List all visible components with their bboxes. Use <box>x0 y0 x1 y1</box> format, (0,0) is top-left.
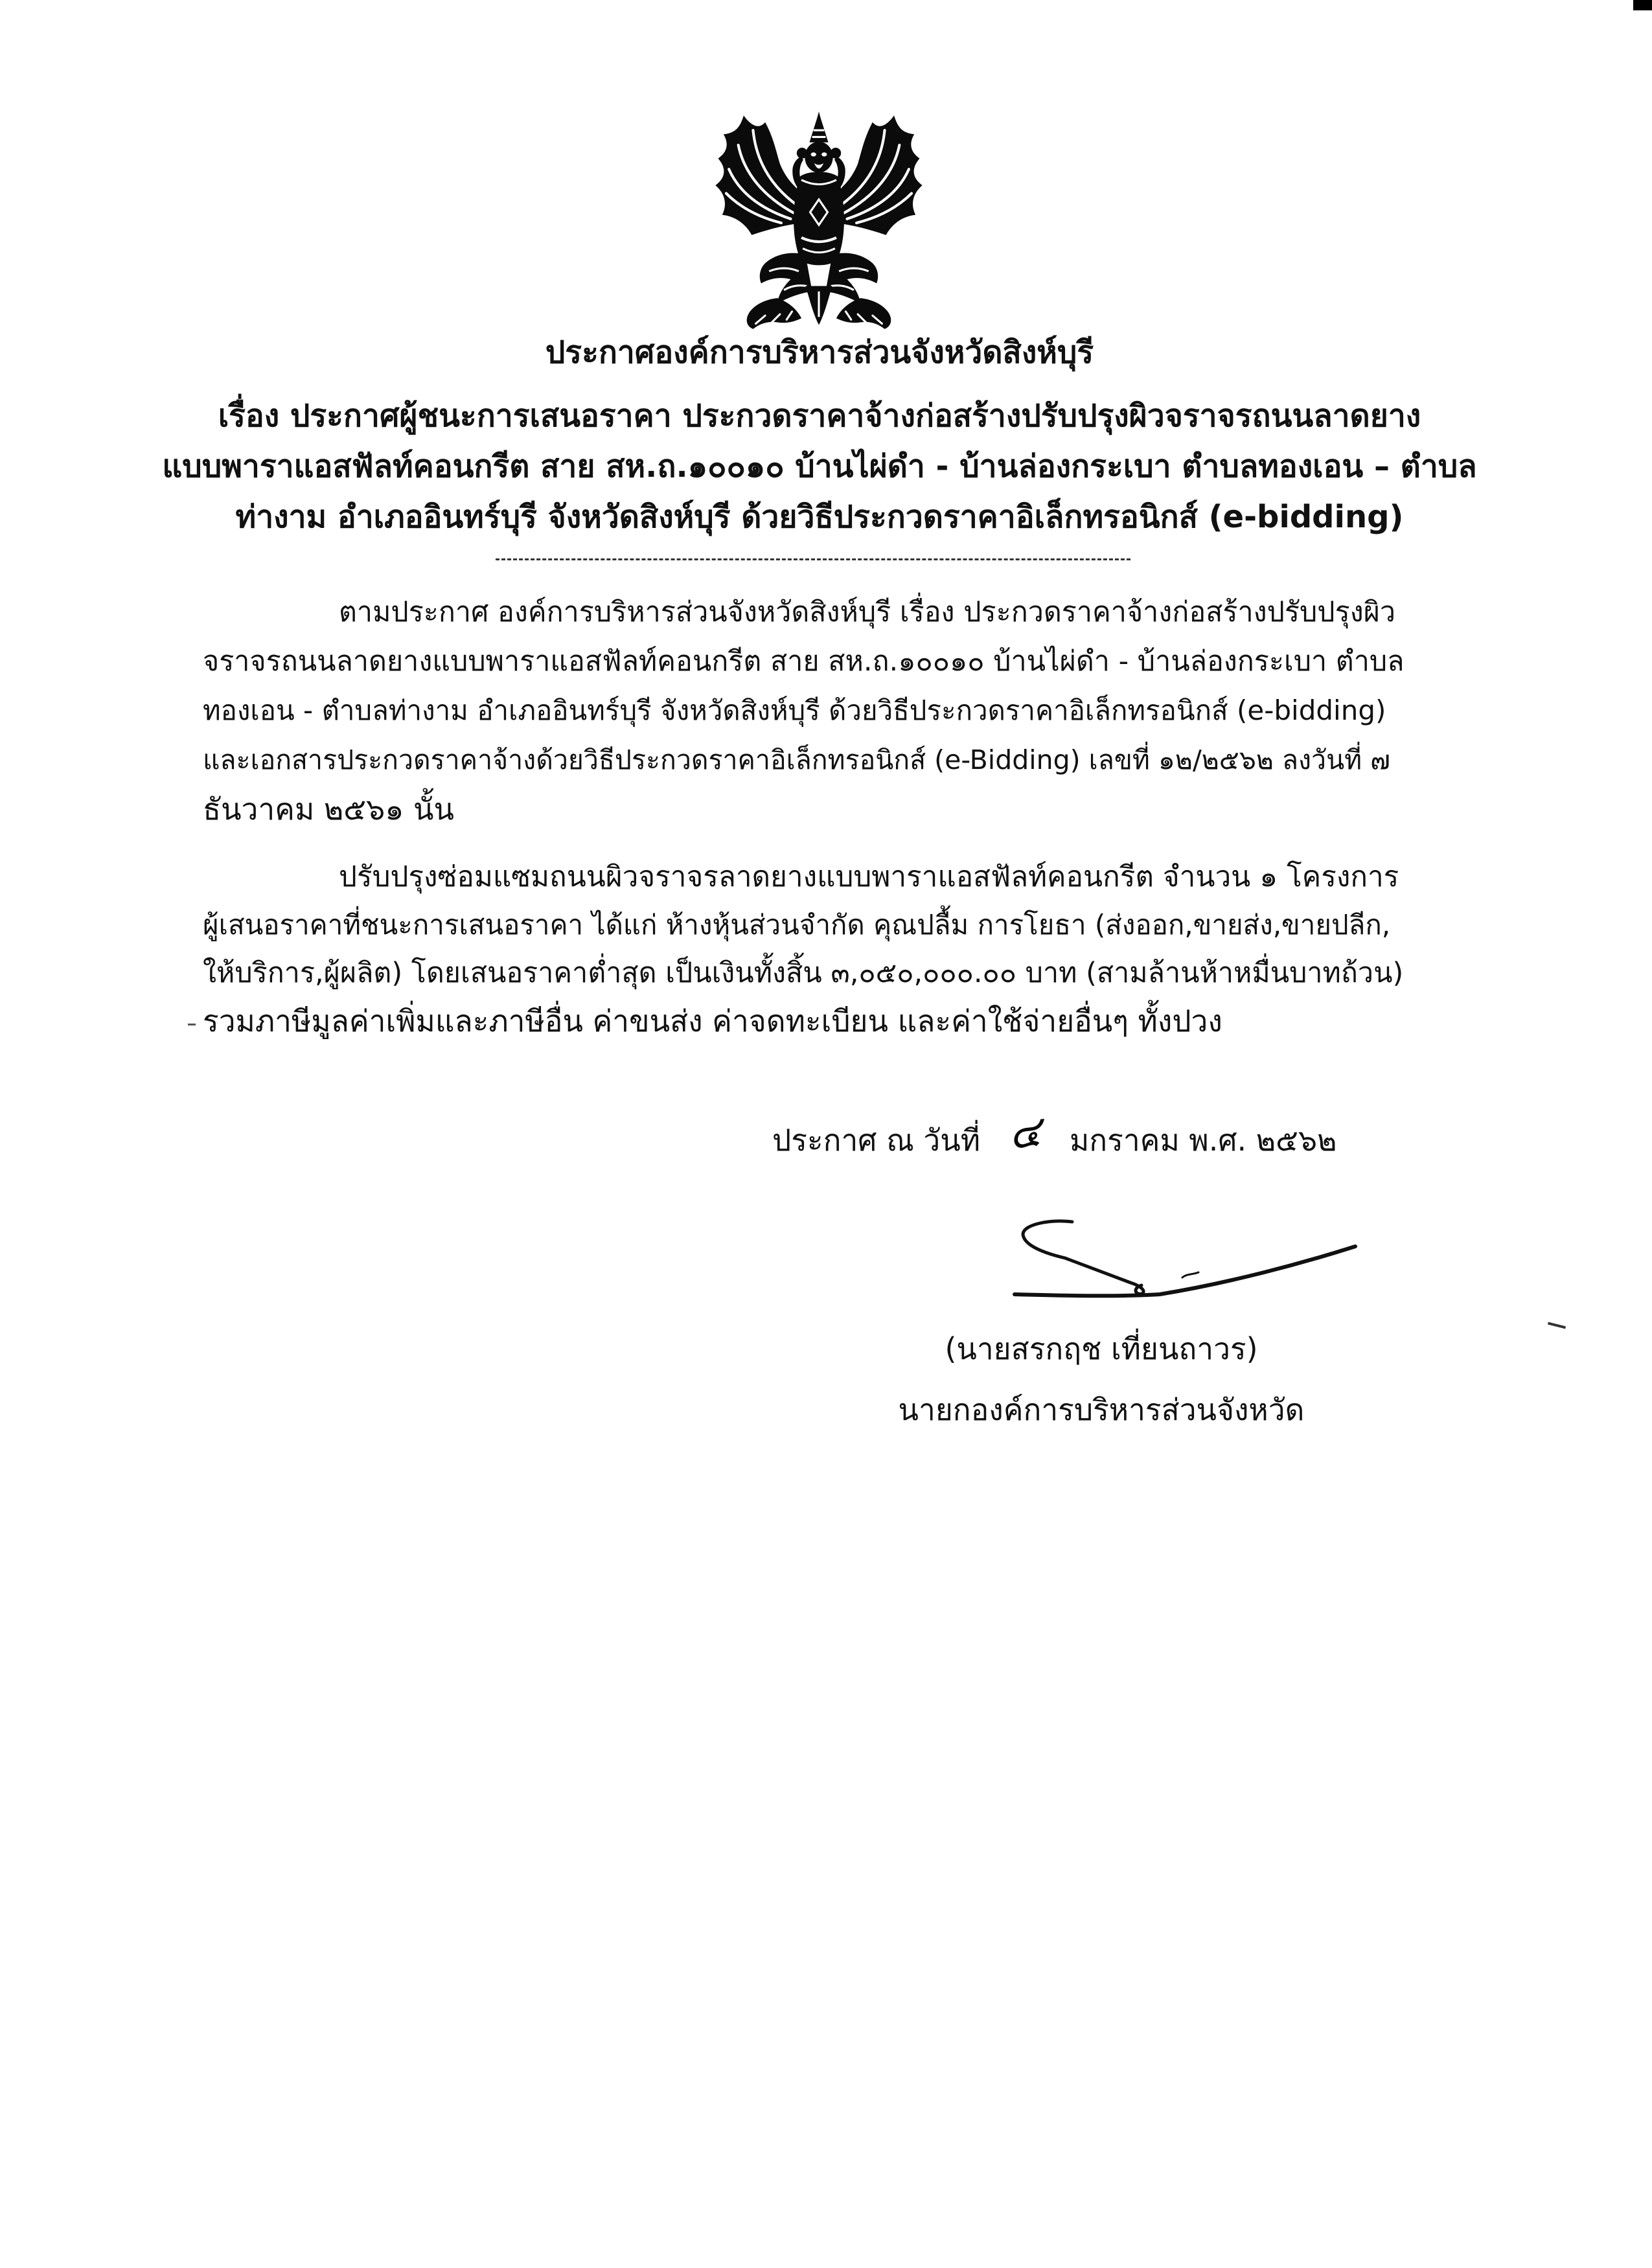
subject-line: เรื่อง ประกาศผู้ชนะการเสนอราคา ประกวดราคาจ้างก่อสร้างปรับปรุงผิวจราจรถนนลาดยาง <box>218 398 1421 434</box>
paragraph-line: ทองเอน - ตำบลท่างาม อำเภออินทร์บุรี จังหวัดสิงห์บุรี ด้วยวิธีประกวดราคาอิเล็กทรอนิกส์ (e-bidding) <box>203 694 1386 726</box>
document-title: ประกาศองค์การบริหารส่วนจังหวัดสิงห์บุรี <box>545 334 1094 371</box>
separator-rule <box>496 558 1130 560</box>
scan-mark <box>188 1024 196 1025</box>
body-paragraph <box>203 588 1405 834</box>
subject-line: แบบพาราแอสฟัลท์คอนกรีต สาย สห.ถ.๑๐๐๑๐ บ้านไผ่ดำ - บ้านล่องกระเบา ตำบลทองเอน – ตำบล <box>162 448 1477 485</box>
scan-mark <box>1548 1322 1566 1329</box>
paragraph-line: ตามประกาศ องค์การบริหารส่วนจังหวัดสิงห์บุรี เรื่อง ประกวดราคาจ้างก่อสร้างปรับปรุงผิว <box>339 596 1396 628</box>
paragraph-line: ผู้เสนอราคาที่ชนะการเสนอราคา ได้แก่ ห้างหุ้นส่วนจำกัด คุณปลื้ม การโยธา (ส่งออก,ขายส่ง,ขายปลีก, <box>203 909 1391 941</box>
paragraph-line: รวมภาษีมูลค่าเพิ่มและภาษีอื่น ค่าขนส่ง ค่าจดทะเบียน และค่าใช้จ่ายอื่นๆ ทั้งปวง <box>203 1003 1222 1038</box>
subject-line: ท่างาม อำเภออินทร์บุรี จังหวัดสิงห์บุรี ด้วยวิธีประกวดราคาอิเล็กทรอนิกส์ (e-bidding) <box>235 499 1404 535</box>
subject-heading <box>162 391 1477 542</box>
paragraph-line: จราจรถนนลาดยางแบบพาราแอสฟัลท์คอนกรีต สาย สห.ถ.๑๐๐๑๐ บ้านไผ่ดำ - บ้านล่องกระเบา ตำบล <box>203 645 1405 678</box>
paragraph-line: ให้บริการ,ผู้ผลิต) โดยเสนอราคาต่ำสุด เป็นเงินทั้งสิ้น ๓,๐๕๐,๐๐๐.๐๐ บาท (สามล้านห้าหมื่นบาทถ้วน) <box>203 957 1404 989</box>
date-month-year: มกราคม พ.ศ. ๒๕๖๒ <box>1069 1123 1337 1158</box>
signatory-position: นายกองค์การบริหารส่วนจังหวัด <box>898 1392 1305 1427</box>
announcement-date <box>772 1106 1485 1165</box>
garuda-emblem-icon <box>711 110 926 332</box>
signatory-block <box>842 1318 1360 1440</box>
handwritten-signature-icon <box>998 1205 1373 1309</box>
signatory-name: (นายสรกฤช เที่ยนถาวร) <box>945 1331 1258 1366</box>
scan-mark <box>1633 0 1652 10</box>
date-prefix: ประกาศ ณ วันที่ <box>772 1123 981 1158</box>
paragraph-line: ปรับปรุงซ่อมแซมถนนผิวจราจรลาดยางแบบพาราแอสฟัลท์คอนกรีต จำนวน ๑ โครงการ <box>339 860 1399 893</box>
paragraph-line: และเอกสารประกวดราคาจ้างด้วยวิธีประกวดราคาอิเล็กทรอนิกส์ (e-Bidding) เลขที่ ๑๒/๒๕๖๒ ลงวันที่ ๗ <box>203 744 1390 775</box>
handwritten-day: ๔ <box>1006 1106 1044 1160</box>
paragraph-line: ธันวาคม ๒๕๖๑ นั้น <box>203 792 454 827</box>
body-paragraph <box>203 853 1405 1045</box>
